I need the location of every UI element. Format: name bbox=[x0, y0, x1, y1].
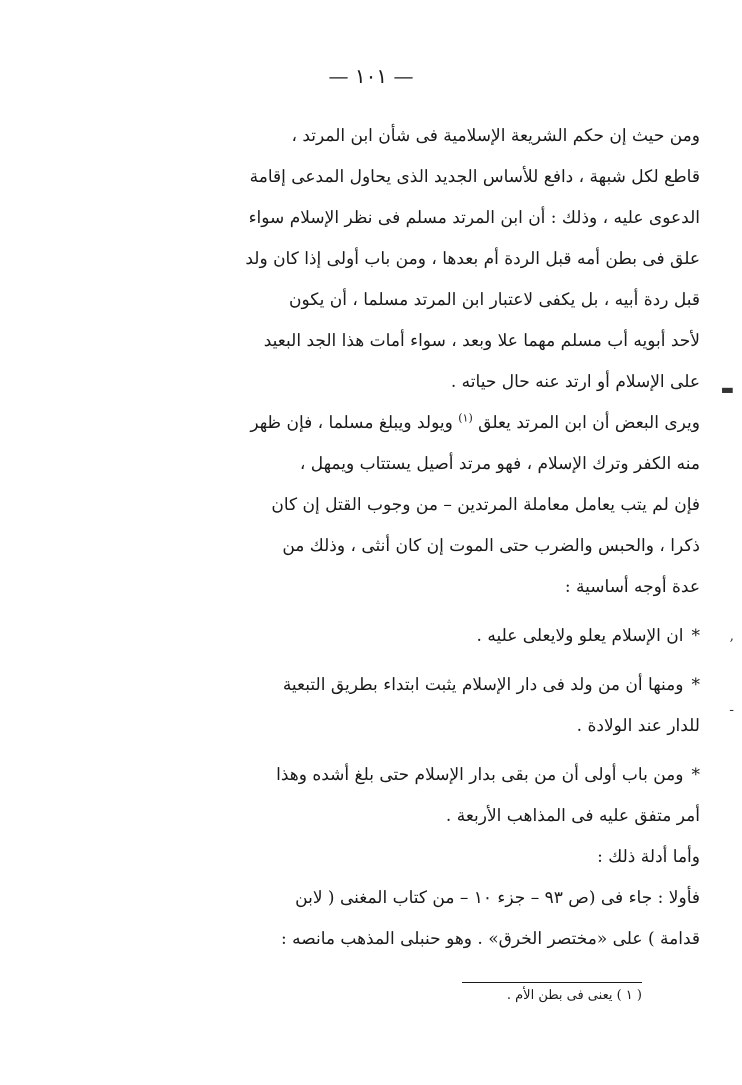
text-line: قدامة ) على «مختصر الخرق» . وهو حنبلى المذهب مانصه : bbox=[280, 929, 700, 949]
text-segment: ويرى البعض أن ابن المرتد يعلق bbox=[478, 413, 700, 433]
text-line: للدار عند الولادة . bbox=[576, 716, 700, 736]
spacer bbox=[104, 608, 700, 616]
page-body bbox=[104, 116, 700, 960]
section-heading: وأما أدلة ذلك : bbox=[597, 847, 700, 867]
bullet-item bbox=[104, 755, 700, 796]
text-line: ذكرا ، والحبس والضرب حتى الموت إن كان أنثى ، وذلك من bbox=[282, 536, 700, 556]
bullet-item bbox=[104, 665, 700, 706]
footnote: ( ١ ) يعنى فى بطن الأم . bbox=[506, 988, 642, 1003]
spacer bbox=[104, 747, 700, 755]
bullet-text: * ان الإسلام يعلو ولايعلى عليه . bbox=[477, 626, 700, 646]
text-line: فإن لم يتب يعامل معاملة المرتدين – من وجوب القتل إن كان bbox=[271, 495, 700, 515]
text-line: عدة أوجه أساسية : bbox=[564, 577, 700, 597]
text-line: منه الكفر وترك الإسلام ، فهو مرتد أصيل يستتاب ويمهل ، bbox=[299, 454, 700, 474]
text-line: أمر متفق عليه فى المذاهب الأربعة . bbox=[445, 806, 700, 826]
text-line: لأحد أبويه أب مسلم مهما علا وبعد ، سواء أمات هذا الجد البعيد bbox=[263, 331, 700, 351]
footnote-reference: (١) bbox=[458, 411, 473, 425]
text-line: علق فى بطن أمه قبل الردة أم بعدها ، ومن باب أولى إذا كان ولد bbox=[245, 249, 700, 269]
margin-mark: ‚ bbox=[729, 628, 734, 644]
text-line: على الإسلام أو ارتد عنه حال حياته . bbox=[450, 372, 700, 392]
page-number: — ١٠١ — bbox=[328, 64, 414, 88]
margin-mark: ‐ bbox=[729, 702, 734, 718]
footnote-divider bbox=[462, 982, 642, 983]
text-line: ومن حيث إن حكم الشريعة الإسلامية فى شأن ابن المرتد ، bbox=[291, 126, 700, 146]
bullet-item bbox=[104, 616, 700, 657]
text-line: فأولا : جاء فى (ص ٩٣ – جزء ١٠ – من كتاب المغنى ( لابن bbox=[295, 888, 700, 908]
bullet-text: * ومنها أن من ولد فى دار الإسلام يثبت ابتداء بطريق التبعية bbox=[283, 675, 700, 695]
text-segment: ويولد ويبلغ مسلما ، فإن ظهر bbox=[250, 413, 453, 433]
margin-mark: ▬ bbox=[720, 382, 734, 398]
spacer bbox=[104, 657, 700, 665]
text-line: قاطع لكل شبهة ، دافع للأساس الجديد الذى يحاول المدعى إقامة bbox=[249, 167, 700, 187]
text-line bbox=[104, 403, 700, 444]
text-line: قبل ردة أبيه ، بل يكفى لاعتبار ابن المرتد مسلما ، أن يكون bbox=[289, 290, 700, 310]
text-line: الدعوى عليه ، وذلك : أن ابن المرتد مسلم فى نظر الإسلام سواء bbox=[248, 208, 700, 228]
bullet-text: * ومن باب أولى أن من بقى بدار الإسلام حتى بلغ أشده وهذا bbox=[276, 765, 700, 785]
